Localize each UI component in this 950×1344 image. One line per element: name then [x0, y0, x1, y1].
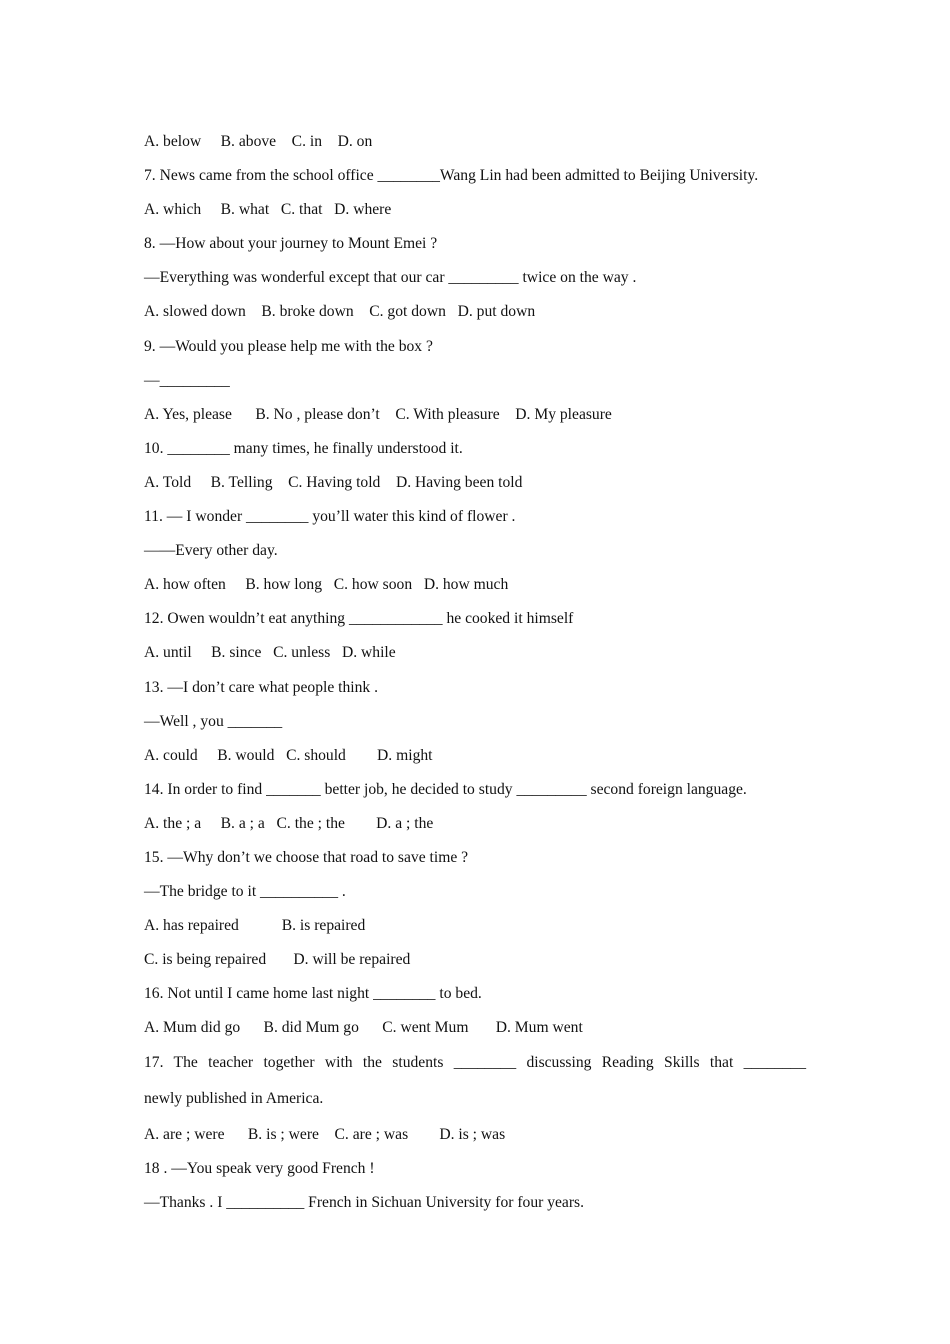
q14-stem: 14. In order to find _______ better job, he decided to study _________ second foreign language. — [144, 780, 747, 798]
q15-stem: 15. —Why don’t we choose that road to save time ? — [144, 848, 469, 866]
q12-options: A. until B. since C. unless D. while — [144, 644, 396, 662]
q17-stem: 17. The teacher together with the students ________ discussing Reading Skills that ________ — [144, 1053, 806, 1071]
q11-options: A. how often B. how long C. how soon D. how much — [144, 576, 509, 594]
q9-dialogue: —_________ — [144, 371, 230, 389]
q10-stem: 10. ________ many times, he finally understood it. — [144, 439, 463, 457]
q8-options: A. slowed down B. broke down C. got down D. put down — [144, 303, 536, 321]
q14-options: A. the ; a B. a ; a C. the ; the D. a ; the — [144, 814, 434, 832]
q7-stem: 7. News came from the school office ________Wang Lin had been admitted to Beijing University. — [144, 167, 759, 185]
q11-dialogue: ——Every other day. — [144, 542, 278, 560]
q9-stem: 9. —Would you please help me with the box ? — [144, 337, 433, 355]
q12-stem: 12. Owen wouldn’t eat anything ____________ he cooked it himself — [144, 610, 574, 628]
q16-options: A. Mum did go B. did Mum go C. went Mum D. Mum went — [144, 1019, 583, 1037]
q13-options: A. could B. would C. should D. might — [144, 746, 433, 764]
q8-stem: 8. —How about your journey to Mount Emei ? — [144, 235, 438, 253]
q18-stem: 18 . —You speak very good French ! — [144, 1159, 375, 1177]
q7-options: A. which B. what C. that D. where — [144, 201, 392, 219]
q15-options-a-b: A. has repaired B. is repaired — [144, 917, 366, 935]
q8-dialogue: —Everything was wonderful except that our car _________ twice on the way . — [144, 269, 637, 287]
exam-questions — [144, 125, 806, 1220]
q10-options: A. Told B. Telling C. Having told D. Having been told — [144, 473, 523, 491]
q13-stem: 13. —I don’t care what people think . — [144, 678, 378, 696]
q15-dialogue: —The bridge to it __________ . — [144, 883, 346, 901]
q18-dialogue: —Thanks . I __________ French in Sichuan University for four years. — [144, 1193, 585, 1211]
q11-stem: 11. — I wonder ________ you’ll water this kind of flower . — [144, 508, 516, 526]
q13-dialogue: —Well , you _______ — [144, 712, 283, 730]
q9-options: A. Yes, please B. No , please don’t C. With pleasure D. My pleasure — [144, 405, 612, 423]
q17-options: A. are ; were B. is ; were C. are ; was D. is ; was — [144, 1125, 506, 1143]
q6-options: A. below B. above C. in D. on — [144, 133, 373, 150]
q16-stem: 16. Not until I came home last night ________ to bed. — [144, 985, 482, 1003]
q15-options-c-d: C. is being repaired D. will be repaired — [144, 951, 411, 969]
q17-stem-continued: newly published in America. — [144, 1089, 324, 1107]
